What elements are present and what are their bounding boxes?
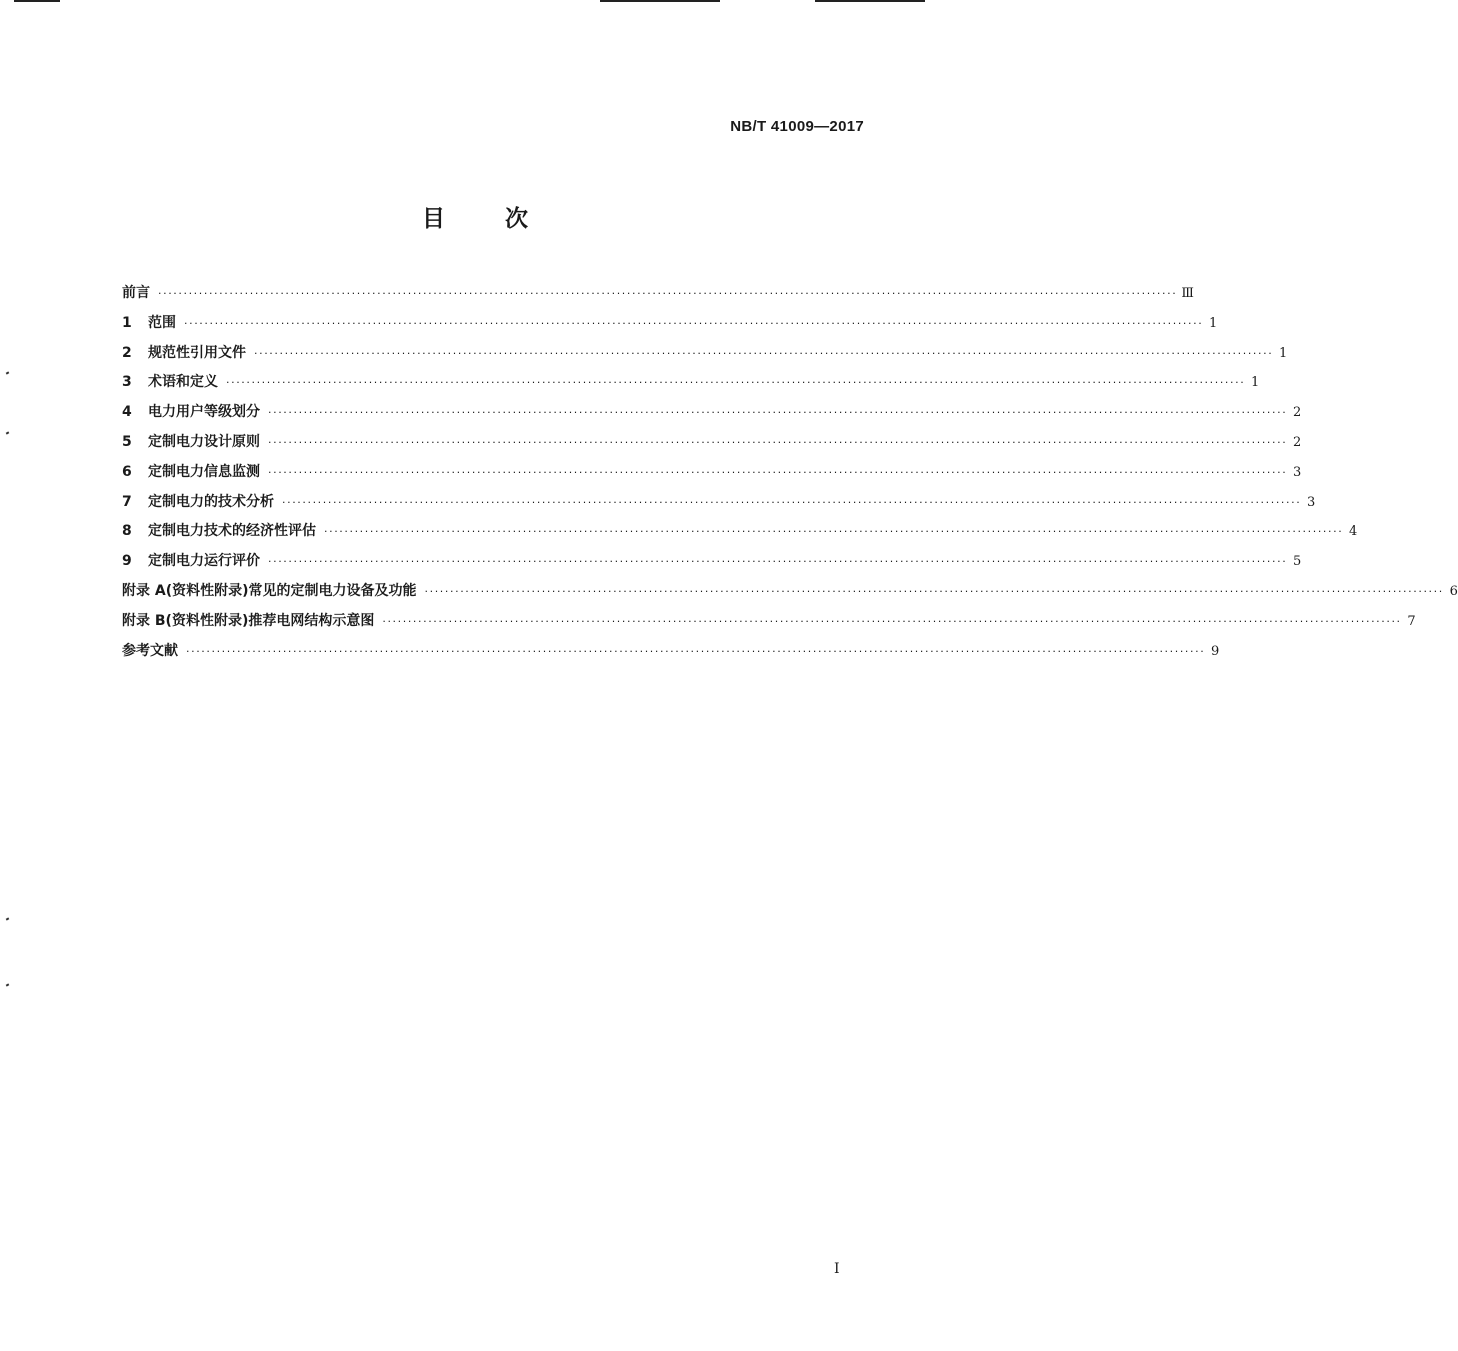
toc-entry-page: 1 bbox=[1209, 315, 1218, 331]
toc-leader-dots: ········································································································································································································ bbox=[268, 555, 1288, 569]
toc-entry[interactable] bbox=[122, 369, 1260, 399]
toc-entry[interactable] bbox=[122, 578, 1458, 608]
toc-entry-label: 前言 bbox=[122, 285, 150, 301]
toc-entry-number: 9 bbox=[122, 553, 132, 570]
toc-leader-dots: ········································································································································································································ bbox=[424, 584, 1444, 598]
toc-entry-label: 规范性引用文件 bbox=[148, 344, 246, 361]
scan-speck bbox=[6, 983, 10, 986]
toc-entry-page: 3 bbox=[1307, 494, 1316, 510]
toc-entry-label: 定制电力运行评价 bbox=[148, 553, 260, 570]
toc-entry-label: 参考文献 bbox=[122, 642, 178, 659]
toc-leader-dots: ········································································································································································································ bbox=[324, 525, 1344, 539]
toc-entry-label: 定制电力信息监测 bbox=[148, 463, 260, 480]
toc-entry-label: 定制电力的技术分析 bbox=[148, 493, 274, 510]
toc-entry-number: 7 bbox=[122, 493, 132, 510]
toc-leader-dots: ········································································································································································································ bbox=[268, 406, 1288, 420]
toc-entry-number: 6 bbox=[122, 463, 132, 480]
toc-entry[interactable] bbox=[122, 489, 1316, 519]
toc-entry-page: 7 bbox=[1407, 613, 1416, 629]
toc-entry-page: 6 bbox=[1449, 583, 1458, 599]
standard-code: NB/T 41009—2017 bbox=[730, 118, 864, 135]
toc-entry-page: 2 bbox=[1293, 434, 1302, 450]
toc-entry-number: 2 bbox=[122, 344, 132, 361]
toc-entry[interactable] bbox=[122, 340, 1288, 370]
toc-entry-page: 9 bbox=[1211, 643, 1220, 659]
toc-entry-page: 2 bbox=[1293, 405, 1302, 421]
toc-leader-dots: ········································································································································································································ bbox=[254, 346, 1274, 360]
toc-entry[interactable] bbox=[122, 429, 1302, 459]
toc-leader-dots: ········································································································································································································ bbox=[158, 287, 1178, 300]
toc-entry[interactable] bbox=[122, 310, 1218, 340]
toc-entry-number: 5 bbox=[122, 433, 132, 450]
toc-entry[interactable] bbox=[122, 518, 1358, 548]
toc-entry-page: 1 bbox=[1251, 375, 1260, 391]
toc-entry-number: 1 bbox=[122, 314, 132, 331]
scan-speck bbox=[6, 431, 10, 434]
toc-entry-page: 5 bbox=[1293, 554, 1302, 570]
scan-mark bbox=[815, 0, 925, 2]
title-char-left: 目 bbox=[422, 206, 445, 232]
toc-leader-dots: ········································································································································································································ bbox=[226, 376, 1246, 390]
toc-entry-label: 定制电力技术的经济性评估 bbox=[148, 523, 316, 540]
toc-entry-label: 定制电力设计原则 bbox=[148, 433, 260, 450]
table-of-contents bbox=[122, 280, 1458, 667]
toc-leader-dots: ········································································································································································································ bbox=[186, 644, 1206, 658]
page-title bbox=[0, 200, 950, 233]
title-char-right: 次 bbox=[505, 206, 528, 232]
toc-entry-number: 3 bbox=[122, 374, 132, 391]
scan-speck bbox=[6, 371, 10, 374]
toc-entry-label: 附录 B(资料性附录)推荐电网结构示意图 bbox=[122, 612, 375, 629]
toc-entry-label: 范围 bbox=[148, 314, 176, 331]
toc-entry[interactable] bbox=[122, 548, 1302, 578]
page-number: I bbox=[834, 1261, 840, 1277]
toc-entry-page: 3 bbox=[1293, 464, 1302, 480]
toc-entry-page: 4 bbox=[1349, 524, 1358, 540]
scan-mark bbox=[600, 0, 720, 2]
toc-entry[interactable] bbox=[122, 399, 1302, 429]
toc-entry[interactable] bbox=[122, 280, 1194, 310]
toc-entry-number: 8 bbox=[122, 523, 132, 540]
toc-entry[interactable] bbox=[122, 459, 1302, 489]
toc-entry-label: 电力用户等级划分 bbox=[148, 404, 260, 421]
toc-entry-page: 1 bbox=[1279, 345, 1288, 361]
toc-entry-page: Ⅲ bbox=[1181, 286, 1194, 301]
toc-leader-dots: ········································································································································································································ bbox=[268, 435, 1288, 449]
toc-entry-number: 4 bbox=[122, 404, 132, 421]
toc-entry-label: 术语和定义 bbox=[148, 374, 218, 391]
toc-leader-dots: ········································································································································································································ bbox=[268, 465, 1288, 479]
toc-entry[interactable] bbox=[122, 608, 1416, 638]
toc-leader-dots: ········································································································································································································ bbox=[282, 495, 1302, 509]
toc-leader-dots: ········································································································································································································ bbox=[184, 316, 1204, 330]
toc-leader-dots: ········································································································································································································ bbox=[382, 614, 1402, 628]
scan-speck bbox=[6, 917, 10, 920]
scan-mark bbox=[14, 0, 60, 2]
toc-entry[interactable] bbox=[122, 638, 1220, 668]
toc-entry-label: 附录 A(资料性附录)常见的定制电力设备及功能 bbox=[122, 582, 417, 599]
